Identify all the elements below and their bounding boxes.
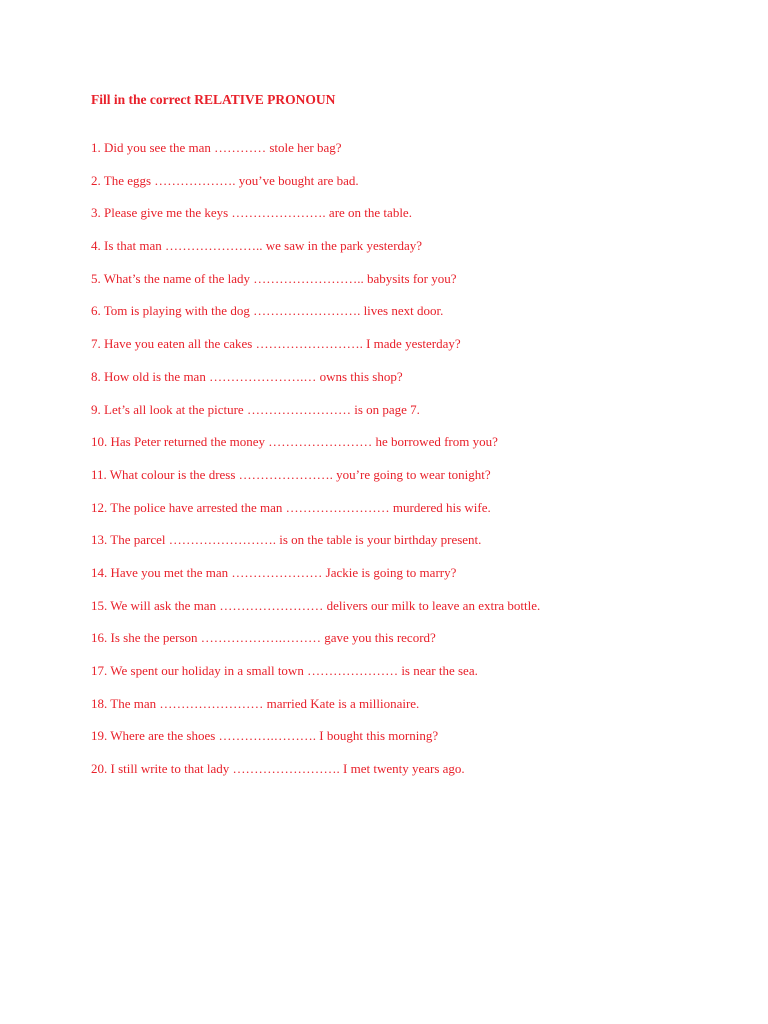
exercise-item: 5. What’s the name of the lady …………………….. babysits for you? (91, 270, 457, 286)
exercise-item: 18. The man …………………… married Kate is a millionaire. (91, 695, 420, 711)
exercise-item: 15. We will ask the man …………………… delivers our milk to leave an extra bottle. (91, 597, 541, 613)
exercise-item: 8. How old is the man ………………….… owns this shop? (91, 368, 403, 384)
exercise-item: 6. Tom is playing with the dog ……………………. lives next door. (91, 303, 444, 319)
worksheet-title: Fill in the correct RELATIVE PRONOUN (91, 92, 336, 107)
exercise-item: 13. The parcel ……………………. is on the table is your birthday present. (91, 532, 482, 548)
exercise-item: 16. Is she the person ……………….……… gave you this record? (91, 630, 436, 646)
exercise-item: 11. What colour is the dress …………………. you’re going to wear tonight? (91, 466, 491, 482)
exercise-item: 4. Is that man ………………….. we saw in the park yesterday? (91, 238, 423, 254)
exercise-item: 7. Have you eaten all the cakes ……………………. I made yesterday? (91, 336, 461, 352)
exercise-item: 19. Where are the shoes ………….………. I bought this morning? (91, 728, 439, 744)
exercise-item: 17. We spent our holiday in a small town ………………… is near the sea. (91, 663, 478, 678)
exercise-item: 3. Please give me the keys …………………. are on the table. (91, 205, 412, 221)
exercise-list (91, 140, 540, 794)
exercise-item: 14. Have you met the man ………………… Jackie is going to marry? (91, 564, 457, 580)
exercise-item: 9. Let’s all look at the picture …………………… is on page 7. (91, 401, 420, 417)
exercise-item: 20. I still write to that lady ……………………. I met twenty years ago. (91, 761, 465, 777)
exercise-item: 12. The police have arrested the man …………………… murdered his wife. (91, 499, 491, 515)
exercise-item: 1. Did you see the man ………… stole her bag? (91, 140, 342, 155)
exercise-item: 10. Has Peter returned the money …………………… he borrowed from you? (91, 434, 498, 450)
exercise-item: 2. The eggs ………………. you’ve bought are bad. (91, 172, 359, 188)
